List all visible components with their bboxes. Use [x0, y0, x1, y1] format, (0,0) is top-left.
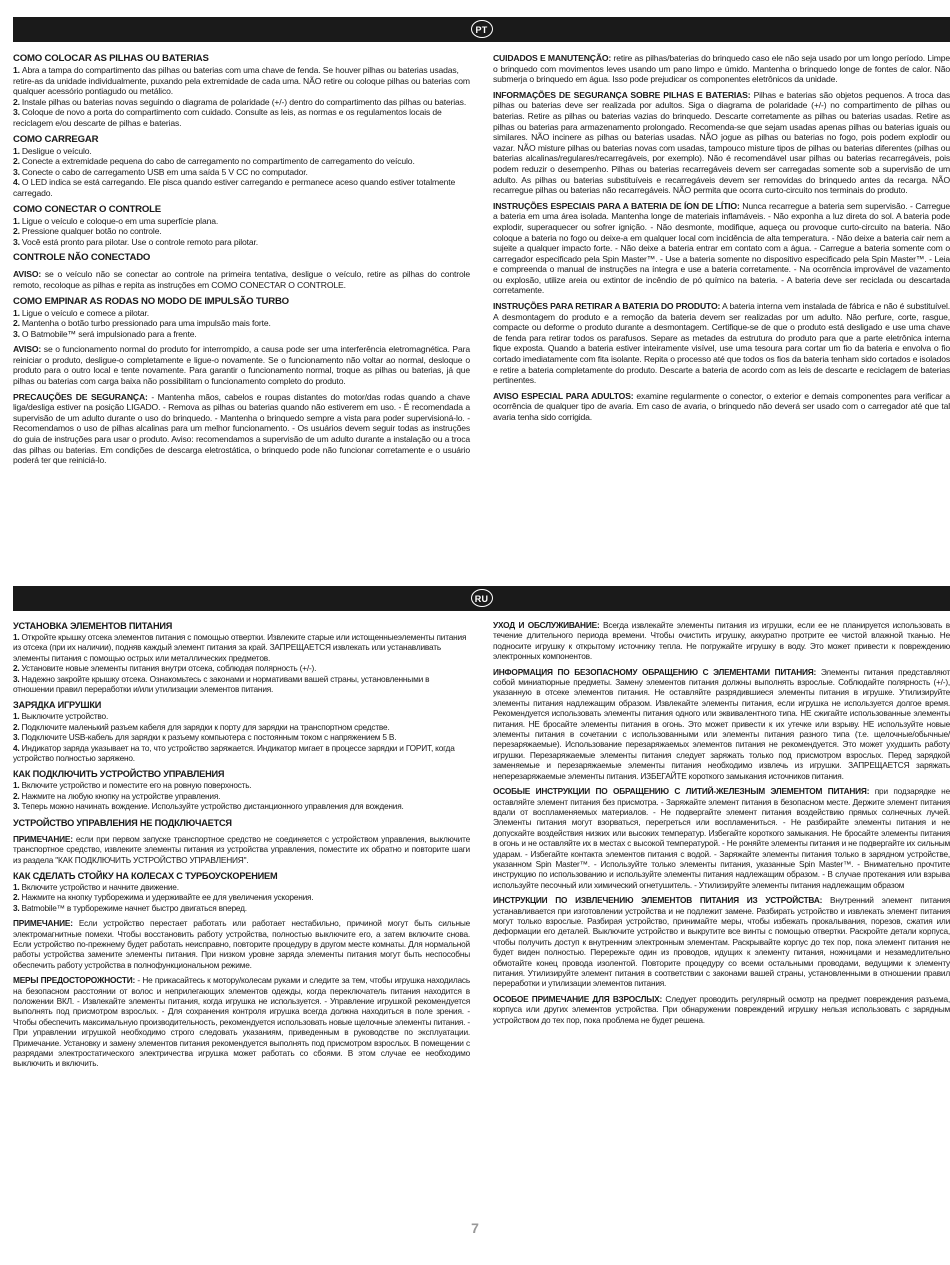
section-heading: COMO COLOCAR AS PILHAS OU BATERIAS	[13, 53, 209, 64]
notice-paragraph	[493, 620, 950, 662]
step-item	[13, 329, 470, 340]
step-number: 3.	[13, 801, 20, 812]
paragraph-text	[493, 895, 950, 989]
notice-paragraph	[493, 90, 950, 196]
paragraph-lead: ИНСТРУКЦИИ ПО ИЗВЛЕЧЕНИЮ ЭЛЕМЕНТОВ ПИТАНИЯ ИЗ УСТРОЙСТВА:	[493, 895, 823, 906]
step-item	[13, 107, 470, 128]
paragraph-lead: AVISO:	[13, 344, 42, 355]
step-text: Подключите USB-кабель для зарядки к разъему компьютера с постоянным током с напряжением 5 В.	[21, 732, 397, 743]
section-heading: COMO CONECTAR O CONTROLE	[13, 203, 161, 215]
step-text: Подключите маленький разъем кабеля для зарядки к порту для зарядки на транспортном средстве.	[21, 721, 390, 732]
step-item	[13, 892, 470, 902]
instruction-section	[13, 768, 470, 811]
step-number: 3.	[13, 902, 20, 913]
paragraph-body: - Не прикасайтесь к мотору/колесам руками и следите за тем, чтобы игрушка находилась на безопасном расстоянии от волос и неприлегающих элементов одежды, когда переключатель питания находится в положении ВКЛ. - Извлекайте элементы питания, когда игрушка не используется. - Управление игрушкой рекомендуется выполнять под присмотром взрослых. - Для сохранения контроля игрушка всегда должна находиться в поле зрения. - Чтобы обеспечить максимальную производительность, рекомендуется использовать новые щелочные элементы питания. - При управлении игрушкой необходимо строго следовать указаниям, приведенным в руководстве по эксплуатации. Примечание. Установку и замену элементов питания рекомендуется выполнять под присмотром взрослых. В помещении с разрядами электростатического электричества игрушка может работать со сбоями. В этом случае ее необходимо выключить и включить.	[13, 975, 470, 1069]
step-number: 2.	[13, 156, 20, 167]
step-text: Instale pilhas ou baterias novas seguindo o diagrama de polaridade (+/-) dentro do compartimento das pilhas ou baterias.	[21, 96, 467, 107]
notice-paragraph	[13, 269, 470, 290]
step-number: 3.	[13, 732, 20, 743]
step-list	[13, 780, 470, 811]
paragraph-body: Если устройство перестает работать или работает нестабильно, причиной могут быть сильные электромагнитные помехи. Чтобы восстановить работу устройства, полностью выключите его, а затем включите снова. Если устройство по-прежнему будет работать неисправно, повторите процедуру в другом месте комнаты. Для нормальной работы устройства замените элементы питания. При низком уровне заряда элементы питания могут быть неспособны обеспечить работу устройства в полнофункциональном режиме.	[13, 918, 470, 970]
section-heading: ЗАРЯДКА ИГРУШКИ	[13, 700, 102, 711]
step-number: 1.	[13, 215, 20, 226]
step-text: Установите новые элементы питания внутри отсека, соблюдая полярность (+/-).	[21, 663, 317, 674]
instruction-section	[13, 620, 470, 694]
instruction-section	[13, 817, 470, 829]
step-item	[13, 177, 470, 198]
step-number: 2.	[13, 892, 20, 903]
step-list	[13, 146, 470, 199]
ru-section-header-band	[13, 586, 950, 611]
step-list	[13, 882, 470, 913]
section-heading: КАК ПОДКЛЮЧИТЬ УСТРОЙСТВО УПРАВЛЕНИЯ	[13, 769, 225, 780]
step-number: 1.	[13, 881, 20, 892]
step-item	[13, 882, 470, 892]
paragraph-body: если при первом запуске транспортное средство не соединяется с устройством управления, выключите транспортное средство, извлеките элементы питания из устройства управления, поместите их обратно и повторите шаги из раздела "КАК ПОДКЛЮЧИТЬ УСТРОЙСТВО УПРАВЛЕНИЯ".	[13, 833, 470, 865]
step-number: 1.	[13, 780, 20, 791]
paragraph-body: Внутренний элемент питания устанавливается при изготовлении устройства и не подлежит замене. Разбирать устройство и извлекать элемент питания могут только взрослые. Разбирая устройство, принимайте меры, чтобы избежать прокалывания, порезов, сжатия или деформации его деталей. Выключите устройство и выкрутите все винты с помощью отвертки. Раскройте детали корпуса, чтобы получить доступ к внутренним электронным элементам. Раскрывайте корпус до тех пор, пока элемент питания не будет виден полностью. Перережьте один из проводов, идущих к элементу питания, ножницами и незамедлительно обмотайте конец провода изолентой. Повторите процедуру со всеми остальными проводами, ведущими к элементу питания. Утилизируйте элемент питания в соответствии с законами вашей страны, установленными в отношении правил переработки и утилизации элементов питания.	[493, 895, 950, 989]
step-text: O Batmobile™ será impulsionado para a frente.	[21, 328, 197, 339]
step-text: Выключите устройство.	[21, 711, 109, 722]
paragraph-text	[493, 53, 950, 85]
paragraph-text	[493, 201, 950, 296]
pt-language-badge: PT	[471, 20, 493, 38]
step-text: Mantenha o botão turbo pressionado para uma impulsão mais forte.	[21, 318, 271, 329]
paragraph-text	[13, 918, 470, 970]
notice-paragraph	[493, 391, 950, 423]
step-number: 1.	[13, 632, 20, 642]
step-text: Conecte o cabo de carregamento USB em uma saída 5 V CC no computador.	[21, 166, 308, 177]
step-item	[13, 722, 470, 732]
paragraph-body: se o veículo não se conectar ao controle na primeira tentativa, desligue o veículo, retire as pilhas do controle remoto, recoloque as pilhas e repita as instruções em COMO CONECTAR O CONTROLE.	[13, 269, 470, 290]
step-number: 2.	[13, 721, 20, 732]
step-number: 2.	[13, 96, 20, 107]
step-item	[13, 674, 470, 695]
step-number: 1.	[13, 65, 20, 75]
step-item	[13, 308, 470, 319]
notice-paragraph	[493, 994, 950, 1025]
step-list	[13, 308, 470, 340]
notice-paragraph	[13, 975, 470, 1069]
step-item	[13, 903, 470, 913]
paragraph-text	[13, 269, 470, 290]
step-text: Pressione qualquer botão no controle.	[21, 226, 162, 237]
paragraph-lead: INSTRUÇÕES ESPECIAIS PARA A BATERIA DE ÍON DE LÍTIO:	[493, 200, 740, 211]
step-text: Надежно закройте крышку отсека. Ознакомьтесь с законами и нормативами вашей страны, установленными в отношении правил переработки и/или утилизации элементов питания.	[13, 673, 430, 695]
step-item	[13, 780, 470, 790]
step-number: 2.	[13, 318, 20, 329]
paragraph-lead: ОСОБЫЕ ИНСТРУКЦИИ ПО ОБРАЩЕНИЮ С ЛИТИЙ-ЖЕЛЕЗНЫМ ЭЛЕМЕНТОМ ПИТАНИЯ:	[493, 786, 870, 797]
step-text: Нажмите на кнопку турборежима и удерживайте ее для увеличения ускорения.	[21, 892, 314, 903]
paragraph-lead: INSTRUÇÕES PARA RETIRAR A BATERIA DO PRODUTO:	[493, 301, 721, 312]
notice-paragraph	[493, 201, 950, 296]
step-text: Desligue o veículo.	[21, 145, 92, 156]
step-list	[13, 711, 470, 763]
step-text: O LED indica se está carregando. Ele pisca quando estiver carregando e permanece aceso quando estiver totalmente carregado.	[13, 177, 456, 198]
paragraph-lead: CUIDADOS E MANUTENÇÃO:	[493, 53, 612, 63]
step-text: Batmobile™ в турборежиме начнет быстро двигаться вперед.	[21, 902, 247, 913]
paragraph-text	[13, 344, 470, 386]
step-number: 2.	[13, 663, 20, 674]
instruction-section	[13, 134, 470, 199]
step-number: 1.	[13, 145, 20, 156]
paragraph-text	[493, 301, 950, 386]
step-item	[13, 167, 470, 178]
ru-right-column	[493, 620, 950, 1030]
notice-paragraph	[13, 834, 470, 865]
paragraph-text	[13, 975, 470, 1069]
paragraph-lead: УХОД И ОБСЛУЖИВАНИЕ:	[493, 620, 600, 630]
step-number: 3.	[13, 236, 20, 247]
paragraph-text	[493, 90, 950, 196]
step-item	[13, 732, 470, 742]
paragraph-lead: ПРИМЕЧАНИЕ:	[13, 833, 73, 844]
paragraph-text	[493, 994, 950, 1025]
section-heading: КАК СДЕЛАТЬ СТОЙКУ НА КОЛЕСАХ С ТУРБОУСКОРЕНИЕМ	[13, 870, 278, 881]
step-text: Ligue o veículo e comece a pilotar.	[21, 307, 149, 318]
step-text: Включите устройство и начните движение.	[21, 881, 179, 892]
section-heading: УСТРОЙСТВО УПРАВЛЕНИЯ НЕ ПОДКЛЮЧАЕТСЯ	[13, 817, 232, 828]
step-item	[13, 318, 470, 329]
paragraph-lead: ОСОБОЕ ПРИМЕЧАНИЕ ДЛЯ ВЗРОСЛЫХ:	[493, 993, 663, 1004]
paragraph-body: examine regularmente o conector, o exterior e demais componentes para verificar a ocorrência de qualquer tipo de avaria. Em caso de avaria, o brinquedo não deverá ser usado com o carregador até que tal avaria tenha sido corrigida.	[493, 390, 950, 422]
paragraph-body: при подзарядке не оставляйте элемент питания без присмотра. - Заряжайте элемент питания в безопасном месте. Держите элемент питания вдали от воспламеняемых материалов. - Не подвергайте элемент питания воздействию прямых солнечных лучей. Элементы питания могут взорваться, перегреться или воспламениться. - Не разбирайте элементы питания и не допускайте воздействия низких или высоких температур. Избегайте короткого замыкания. Не бросайте элементы питания в огонь и не оставляйте их в местах с высокой температурой. - Не роняйте элементы питания и не подвергайте их сильным ударам. - Избегайте контакта элементов питания с водой. - Заряжайте элементы питания только в зарядном устройстве, указанном Spin Master™. - Используйте только элементы питания, указанные Spin Master™. - Внимательно прочтите инструкцию по использованию и используйте элементы питания надлежащим образом. - В случае протекания или взрыва используйте песочный или химический огнетушитель. - Утилизируйте элементы питания надлежащим образом	[493, 786, 950, 890]
step-text: Нажмите на любую кнопку на устройстве управления.	[21, 790, 221, 801]
notice-paragraph	[493, 786, 950, 890]
step-item	[13, 216, 470, 227]
paragraph-text	[493, 667, 950, 781]
paragraph-lead: ПРИМЕЧАНИЕ:	[13, 918, 73, 929]
step-number: 3.	[13, 328, 20, 339]
paragraph-text	[493, 786, 950, 890]
pt-right-column	[493, 53, 950, 428]
step-text: Теперь можно начинать вождение. Используйте устройство дистанционного управления для вождения.	[21, 801, 404, 812]
paragraph-body: - Mantenha mãos, cabelos e roupas distantes do motor/das rodas quando a chave liga/desliga estiver na posição LIGADO. - Remova as pilhas ou baterias quando não estiverem em uso. - É recomendada a supervisão de um adulto durante o uso do brinquedo. - Mantenha o brinquedo sempre a vista para poder supervisioná-lo. - Recomendamos o uso de pilhas alcalinas para um melhor funcionamento. - Os usuários devem seguir todas as instruções do guia de instruções para usar o produto. Aviso: recomendamos a supervisão de um adulto durante a instalação ou a troca das pilhas ou baterias. Em condições de descarga eletrostática, o brinquedo pode não funcionar corretamente e o usuário poderá ter que reiniciá-lo.	[13, 391, 470, 466]
step-number: 4.	[13, 177, 20, 188]
paragraph-lead: AVISO:	[13, 269, 42, 280]
instruction-section	[13, 53, 470, 129]
step-text: Включите устройство и поместите его на ровную поверхность.	[21, 780, 252, 791]
ru-left-column	[13, 620, 470, 1074]
instruction-section	[13, 870, 470, 913]
section-heading: УСТАНОВКА ЭЛЕМЕНТОВ ПИТАНИЯ	[13, 621, 173, 631]
page-number: 7	[471, 1220, 479, 1236]
step-number: 1.	[13, 307, 20, 318]
step-text: Coloque de novo a porta do compartimento com cuidado. Consulte as leis, as normas e os regulamentos locais de reciclagem e/ou descarte de pilhas e baterias.	[13, 107, 442, 128]
step-text: Abra a tampa do compartimento das pilhas ou baterias com uma chave de fenda. Se houver pilhas ou baterias usadas, retire-as da unidade individualmente, puxando pela extremidade de cada uma. NÃO retire ou coloque pilhas ou baterias com qualquer acessório pontiagudo ou metálico.	[13, 65, 470, 97]
step-number: 3.	[13, 673, 20, 684]
step-item	[13, 663, 470, 673]
step-item	[13, 156, 470, 167]
step-text: Откройте крышку отсека элементов питания с помощью отвертки. Извлеките старые или истощенныеэлементы питания из отсека (при их наличии), подняв каждый элемент питания за край. ЗАПРЕЩАЕТСЯ извлекать или устанавливать элементы питания с помощью острых или металлических предметов.	[13, 632, 467, 663]
paragraph-lead: AVISO ESPECIAL PARA ADULTOS:	[493, 390, 634, 401]
paragraph-body: Pilhas e baterias são objetos pequenos. A troca das pilhas ou baterias deve ser realizada por adultos. Siga o diagrama de polaridade (+/-) no compartimento de pilhas ou baterias. Retire as pilhas ou baterias vazias do brinquedo. Descarte corretamente as pilhas ou baterias usadas. Retire as pilhas ou baterias para armazenamento prolongado. Recomenda-se que sejam usadas apenas pilhas ou baterias iguais ou similares. NÃO incinere as pilhas ou baterias usadas. NÃO jogue as pilhas ou baterias no fogo, pois podem explodir ou vazar. NÃO misture pilhas ou baterias novas com usadas, tampouco misture tipos de pilhas ou baterias diferentes (pilhas ou baterias alcalinas/regulares/recarregáveis, por exemplo). Não é recomendável usar pilhas ou baterias recarregáveis, pois podem reduzir o desempenho. Pilhas ou baterias recarregáveis devem ser carregadas somente sob a supervisão de um adulto. As pilhas ou baterias substituíveis e recarregáveis devem ser removidas do brinquedo antes da recarga. NÃO recarregue pilhas ou baterias não recarregáveis. NÃO permita que ocorra curto-circuito nos terminais do produto.	[493, 89, 950, 196]
paragraph-body: Nunca recarregue a bateria sem supervisão. - Carregue a bateria em uma área isolada. Mantenha longe de materiais inflamáveis. - Não exponha a luz direta do sol. A bateria pode explodir, superaquecer ou sofrer ignição. - Não desmonte, modifique, aqueça ou provoque curto-circuito na bateria. Não coloque a bateria no fogo ou deixe-a em qualquer local com incidência de alta temperatura. - Não deixe a bateria cair nem a sujeite a qualquer impacto forte. - Não deixe a bateria entrar em contato com a água. - Carregue a bateria somente com o carregador especificado pela Spin Master™. - Use a bateria somente no dispositivo especificado pela Spin Master™. - Leia e compreenda o manual de instruções na íntegra e use a bateria corretamente. - Na ocorrência improvável de vazamento ou explosão, utilize areia ou extintor de incêndio de pó químico na bateria. - A bateria deve ser reciclada ou descartada corretamente.	[493, 200, 950, 296]
paragraph-body: retire as pilhas/baterias do brinquedo caso ele não seja usado por um longo período. Limpe o brinquedo com movimentos leves usando um pano limpo e úmido. Mantenha o brinquedo longe de fontes de calor. Não submerja o brinquedo em água. Isso pode prejudicar os componentes eletrônicos da unidade.	[493, 53, 950, 85]
paragraph-body: Всегда извлекайте элементы питания из игрушки, если ее не планируется использовать в течение длительного периода времени. Чтобы очистить игрушку, аккуратно протрите ее чистой влажной тканью. Не подносите игрушку к открытому источнику тепла. Не погружайте игрушку в воду. Это может привести к повреждению электронных компонентов.	[493, 620, 950, 662]
step-item	[13, 97, 470, 108]
step-number: 4.	[13, 742, 20, 753]
step-text: Conecte a extremidade pequena do cabo de carregamento no compartimento de carregamento do veículo.	[21, 156, 415, 167]
step-item	[13, 65, 470, 97]
step-item	[13, 237, 470, 248]
step-list	[13, 632, 470, 694]
paragraph-lead: ИНФОРМАЦИЯ ПО БЕЗОПАСНОМУ ОБРАЩЕНИЮ С ЭЛЕМЕНТАМИ ПИТАНИЯ:	[493, 666, 817, 677]
paragraph-lead: PRECAUÇÕES DE SEGURANÇA:	[13, 391, 148, 402]
instruction-section	[13, 699, 470, 763]
paragraph-lead: INFORMAÇÕES DE SEGURANÇA SOBRE PILHAS E BATERIAS:	[493, 89, 751, 100]
step-list	[13, 65, 470, 129]
step-text: Индикатор заряда указывает на то, что устройство заряжается. Индикатор мигает в процессе зарядки и ГОРИТ, когда устройство полностью заряжено.	[13, 742, 455, 764]
notice-paragraph	[493, 301, 950, 386]
instruction-section	[13, 204, 470, 248]
notice-paragraph	[13, 918, 470, 970]
paragraph-lead: МЕРЫ ПРЕДОСТОРОЖНОСТИ:	[13, 975, 136, 986]
step-item	[13, 632, 470, 663]
instruction-section	[13, 252, 470, 264]
pt-left-column	[13, 53, 470, 471]
paragraph-text	[13, 392, 470, 466]
step-item	[13, 146, 470, 157]
step-number: 2.	[13, 226, 20, 237]
notice-paragraph	[493, 53, 950, 85]
paragraph-text	[13, 834, 470, 865]
paragraph-body: Элементы питания представляют собой миниатюрные предметы. Замену элементов питания должны выполнять взрослые. Соблюдайте полярность (+/-), указанную в отсеке элементов питания. Не оставляйте разрядившиеся элементы питания в игрушке. Утилизируйте элементы питания надлежащим образом. Извлекайте элементы питания, если игрушка не используется долгое время. Рекомендуется использовать элементы питания одного или эквивалентного типа. НЕ сжигайте использованные элементы питания. НЕ бросайте элементы питания в огонь. Это может привести к их утечке или взрыву. НЕ используйте новые элементы питания в сочетании с использованными или элементы питания разного типа (т.е. щелочные/обычные/перезаряжаемые). Использование перезаряжаемых элементов питания не рекомендуется. Это может ухудшить работу игрушки. Перезаряжаемые элементы питания следует заряжать только под присмотром взрослых. Перед зарядкой заменяемые и перезаряжаемые элементы питания необходимо извлечь из игрушки. ЗАПРЕЩАЕТСЯ заряжать неперезаряжаемые элементы питания. ИЗБЕГАЙТЕ короткого замыкания источников питания.	[493, 666, 950, 781]
section-heading: COMO CARREGAR	[13, 133, 99, 145]
paragraph-body: A bateria interna vem instalada de fábrica e não é substituível. A desmontagem do produto e a remoção da bateria devem ser realizadas por um adulto. Não perfure, corte, rasgue, compacte ou deforme o produto durante a desmontagem. Certifique-se de que o produto está desligado e use uma chave de fenda para retirar todos os parafusos. Separe as metades da estrutura do produto para que a parte eletrônica interna fique exposta. Quando a bateria estiver inteiramente visível, use uma tesoura para cortar um fio da bateria e envolva o fio cortado imediatamente com fita isolante. Repita o processo até que todos os fios da bateria tenham sido cortados e isolados e retire a bateria completamente do produto. Descarte a bateria de acordo com as leis de descarte e reciclagem de baterias pertinentes.	[493, 301, 950, 386]
paragraph-text	[493, 620, 950, 662]
paragraph-body: Следует проводить регулярный осмотр на предмет повреждения разъема, корпуса или других элементов устройства. При обнаружении повреждений игрушку нельзя использовать с зарядным устройством до тех пор, пока проблема не будет решена.	[493, 993, 950, 1025]
step-item	[13, 801, 470, 811]
notice-paragraph	[493, 667, 950, 781]
step-text: Ligue o veículo e coloque-o em uma superfície plana.	[21, 215, 219, 226]
instruction-section	[13, 296, 470, 340]
step-list	[13, 216, 470, 248]
paragraph-text	[493, 391, 950, 423]
section-heading: COMO EMPINAR AS RODAS NO MODO DE IMPULSÃO TURBO	[13, 295, 289, 307]
notice-paragraph	[493, 895, 950, 989]
step-text: Você está pronto para pilotar. Use o controle remoto para pilotar.	[21, 236, 258, 247]
paragraph-body: se o funcionamento normal do produto for interrompido, a causa pode ser uma interferência eletromagnética. Para reiniciar o produto, desligue-o completamente e ligue-o novamente. Se o funcionamento não voltar ao normal, desloque o produto para o outro local e tente novamente. Para garantir o funcionamento normal, troque as pilhas ou baterias, já que pilhas ou baterias com carga baixa não possibilitam o funcionamento completo do produto.	[13, 344, 470, 387]
step-number: 1.	[13, 711, 20, 722]
ru-language-badge: RU	[471, 589, 493, 607]
step-number: 3.	[13, 166, 20, 177]
section-heading: CONTROLE NÃO CONECTADO	[13, 252, 151, 264]
step-item	[13, 711, 470, 721]
step-number: 3.	[13, 107, 20, 118]
notice-paragraph	[13, 344, 470, 386]
step-item	[13, 226, 470, 237]
pt-section-header-band	[13, 17, 950, 42]
step-item	[13, 743, 470, 764]
step-item	[13, 791, 470, 801]
notice-paragraph	[13, 392, 470, 466]
step-number: 2.	[13, 790, 20, 801]
